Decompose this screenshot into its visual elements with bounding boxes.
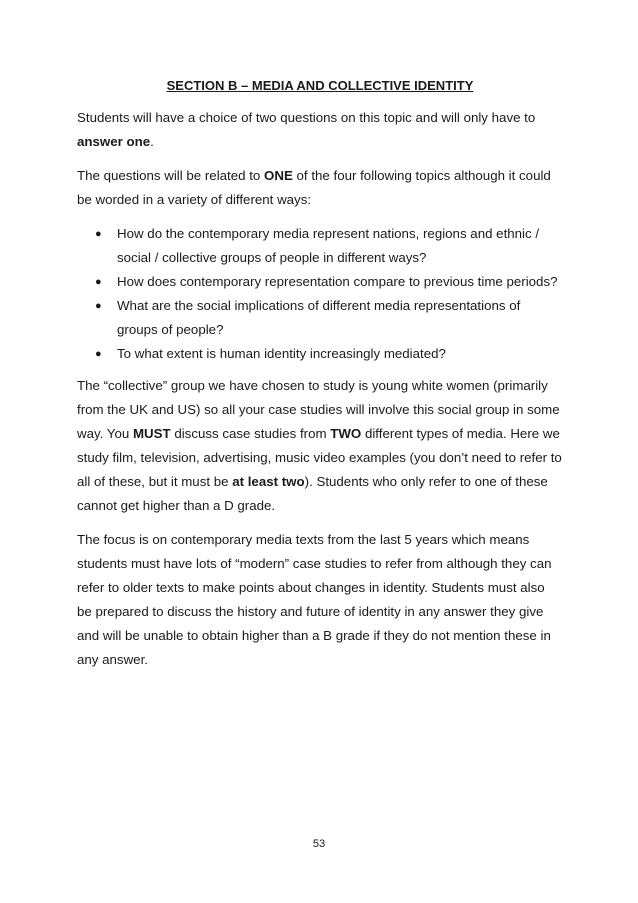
collective-text-c: different types of media. Here we study film, television, advertising, music video examples (you don’t need to refer to all of these, but it must be <box>77 426 562 489</box>
bullet-icon: ● <box>95 276 102 288</box>
bullet-icon: ● <box>95 228 102 240</box>
collective-emphasis-at-least-two: at least two <box>232 474 305 489</box>
collective-text-b: discuss case studies from <box>170 426 331 441</box>
list-item <box>77 294 563 342</box>
topics-emphasis: ONE <box>264 168 293 183</box>
collective-text-a: The “collective” group we have chosen to study is young white women (primarily from the UK and US) so all your case studies will involve this social group in some way. You <box>77 378 560 441</box>
question-text: What are the social implications of different media representations of groups of people? <box>117 298 521 337</box>
question-list <box>77 222 563 366</box>
document-page <box>77 74 563 682</box>
section-heading: SECTION B – MEDIA AND COLLECTIVE IDENTITY <box>166 78 474 93</box>
intro-text-end: . <box>150 134 154 149</box>
intro-paragraph <box>77 106 563 154</box>
bullet-icon: ● <box>95 348 102 360</box>
question-text: How do the contemporary media represent nations, regions and ethnic / social / collective groups of people in different ways? <box>117 226 540 265</box>
topics-text-end: of the four following topics although it could be worded in a variety of different ways: <box>77 168 551 207</box>
question-text: How does contemporary representation compare to previous time periods? <box>117 274 558 289</box>
bullet-icon: ● <box>95 300 102 312</box>
topics-paragraph <box>77 164 563 212</box>
question-text: To what extent is human identity increasingly mediated? <box>117 346 446 361</box>
focus-paragraph: The focus is on contemporary media texts from the last 5 years which means students must have lots of “modern” case studies to refer from although they can refer to older texts to make points about changes in identity. Students must also be prepared to discuss the history and future of identity in any answer they give and will be unable to obtain higher than a B grade if they do not mention these in any answer. <box>77 532 552 667</box>
collective-text-d: ). Students who only refer to one of these cannot get higher than a D grade. <box>77 474 548 513</box>
topics-text: The questions will be related to <box>77 168 265 183</box>
collective-emphasis-must: MUST <box>132 426 171 441</box>
list-item <box>77 270 563 294</box>
collective-group-paragraph <box>77 374 563 518</box>
list-item <box>77 342 563 366</box>
collective-emphasis-two: TWO <box>330 426 362 441</box>
list-item <box>77 222 563 270</box>
page-number: 53 <box>312 838 326 850</box>
intro-emphasis: answer one <box>77 134 151 149</box>
intro-text: Students will have a choice of two questions on this topic and will only have to <box>77 110 536 125</box>
